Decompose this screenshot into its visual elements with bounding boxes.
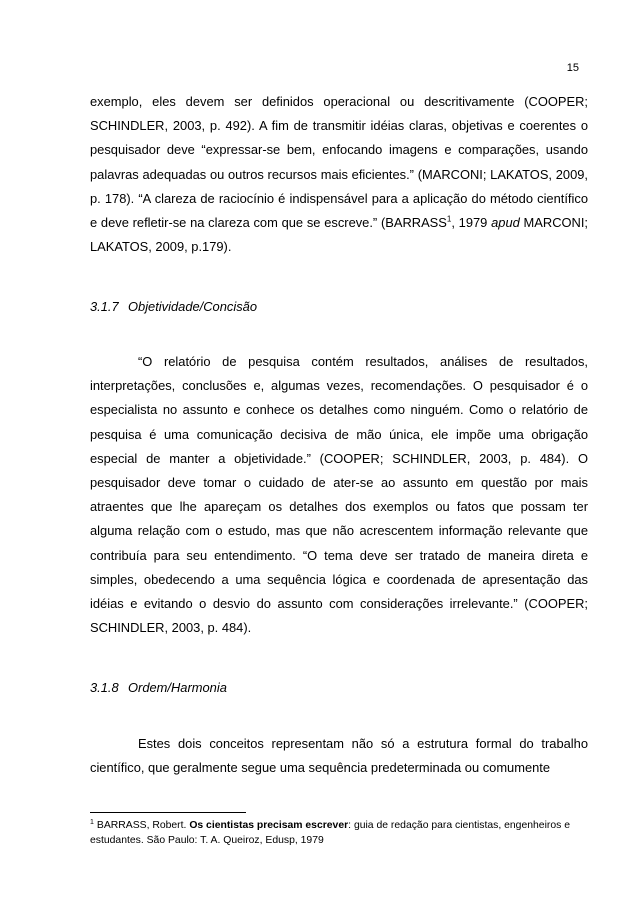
page-number: 15 — [566, 62, 579, 74]
footnote-mark: 1 — [90, 818, 94, 826]
paragraph-intro-text-c: MARCONI; LAKATOS, 2009, p.179). — [90, 215, 589, 255]
paragraph-objetividade: “O relatório de pesquisa contém resultados, análises de resultados, interpretações, conclusões e, algumas vezes, recomendações. O pesquisador é o especialista no assunto e conhece os detalhes como ninguém. Como o relatório de pesquisa é uma comunicação decisiva de mão única, ele impõe uma obrigação especial de manter a objetividade.” (COOPER; SCHINDLER, 2003, p. 484). O pesquisador deve tomar o cuidado de ater-se ao assunto em questão por mais atraentes que lhe apareçam os detalhes dos exemplos ou fatos que possam ter alguma relação com o estudo, mas que não acrescentem informação relevante que contribuía para seu entendimento. “O tema deve ser tratado de maneira direta e simples, obedecendo a uma sequência lógica e coordenada de apresentação das idéias e evitando o desvio do assunto com considerações irrelevante.” (COOPER; SCHINDLER, 2003, p. 484). — [90, 354, 588, 636]
footnote-separator — [90, 812, 246, 813]
footnote-rest: : guia de redação para cientistas, engenheiros e estudantes. São Paulo: T. A. Queiroz, Edusp, 1979 — [90, 820, 570, 846]
paragraph-ordem: Estes dois conceitos representam não só a estrutura formal do trabalho científico, que geralmente segue uma sequência predeterminada ou comumente — [90, 736, 588, 776]
section-number: 3.1.7 — [90, 299, 119, 314]
footnote-title: Os cientistas precisam escrever — [189, 820, 349, 831]
footnote-author: BARRASS, Robert. — [96, 820, 190, 831]
section-heading-ordem — [90, 680, 227, 695]
paragraph-intro-text-a: exemplo, eles devem ser definidos operacional ou descritivamente (COOPER; SCHINDLER, 2003, p. 492). A fim de transmitir idéias claras, objetivas e coerentes o pesquisador deve “expressar-se bem, enfocando imagens e comparações, usando palavras adequadas ou outros recursos mais eficientes.” (MARCONI; LAKATOS, 2009, p. 178). “A clareza de raciocínio é indispensável para a aplicação do método científico e deve refletir-se na clareza com que se escreve.” (BARRASS — [90, 94, 588, 231]
paragraph-intro-text-b: , 1979 — [451, 215, 492, 231]
section-title: Ordem/Harmonia — [128, 680, 227, 695]
section-number: 3.1.8 — [90, 680, 119, 695]
footnote-reference: 1 — [446, 214, 452, 224]
section-heading-objetividade — [90, 299, 257, 314]
paragraph-intro — [90, 90, 588, 259]
section-title: Objetividade/Concisão — [128, 299, 257, 314]
apud-italic: apud — [491, 215, 520, 231]
footnote — [90, 818, 590, 848]
